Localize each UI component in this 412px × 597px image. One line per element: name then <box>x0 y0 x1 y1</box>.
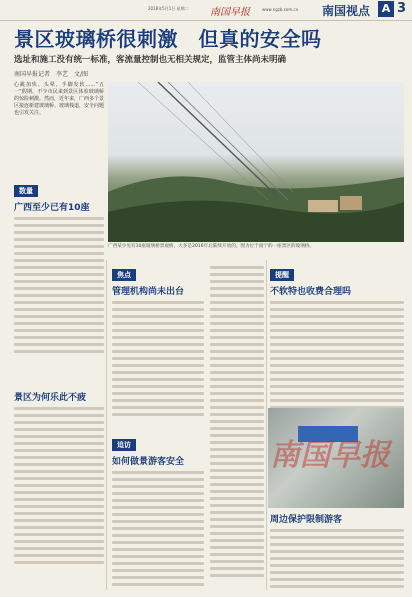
article-intro: 心跳加快、头晕、手脚发软……“五一”假期，不少市民来到景区体验玻璃桥的惊险刺激。然而，近年来，广西多个景区接连新建玻璃桥、玻璃栈道，安全问题也引发关注。 <box>14 82 105 116</box>
section-title: 管理机构尚未出台 <box>112 287 185 297</box>
section-title: 周边保护限制游客 <box>270 515 343 525</box>
section-title: 景区为何乐此不疲 <box>14 393 87 403</box>
section-followup <box>112 432 204 590</box>
section-focus <box>112 262 204 420</box>
page-header <box>0 0 412 21</box>
newspaper-logo: 南国早报 <box>210 7 250 18</box>
section-tag: 提醒 <box>270 269 294 281</box>
page-number: 3 <box>397 1 407 16</box>
section-reminder <box>270 262 404 420</box>
section-title: 如何做景游客安全 <box>112 457 185 467</box>
bridge-photo <box>108 82 404 242</box>
article-byline: 南国早报记者 李艺 文/图 <box>14 71 89 78</box>
page-letter: A <box>378 1 394 17</box>
section-tag: 焦点 <box>112 269 136 281</box>
photo-caption: 广西某少见有10座玻璃桥景观桥，大多是2016年后陆续开放的。图为位于南宁的一座景区的玻璃桥。 <box>108 244 314 249</box>
section-tag: 追访 <box>112 439 136 451</box>
section-quantity <box>14 178 104 357</box>
newspaper-watermark: 南国早报 <box>270 438 390 473</box>
article-headline: 景区玻璃桥很刺激 但真的安全吗 <box>14 27 322 51</box>
section-name: 南国视点 <box>322 4 371 18</box>
article-subhead: 选址和施工没有统一标准，客流量控制也无相关规定，监管主体尚未明确 <box>14 55 287 65</box>
issue-date: 2018年5月1日 星期二 <box>148 6 189 11</box>
section-surroundings <box>270 512 404 592</box>
section-tag: 数量 <box>14 185 38 197</box>
section-why <box>14 390 104 568</box>
section-title: 广西至少已有10座 <box>14 203 90 213</box>
column-continuation <box>210 262 264 581</box>
section-title: 不软特也收费合理吗 <box>270 287 352 297</box>
glass-bridge-illustration <box>108 82 404 242</box>
website-url: www.ngzb.com.cn <box>262 7 299 12</box>
